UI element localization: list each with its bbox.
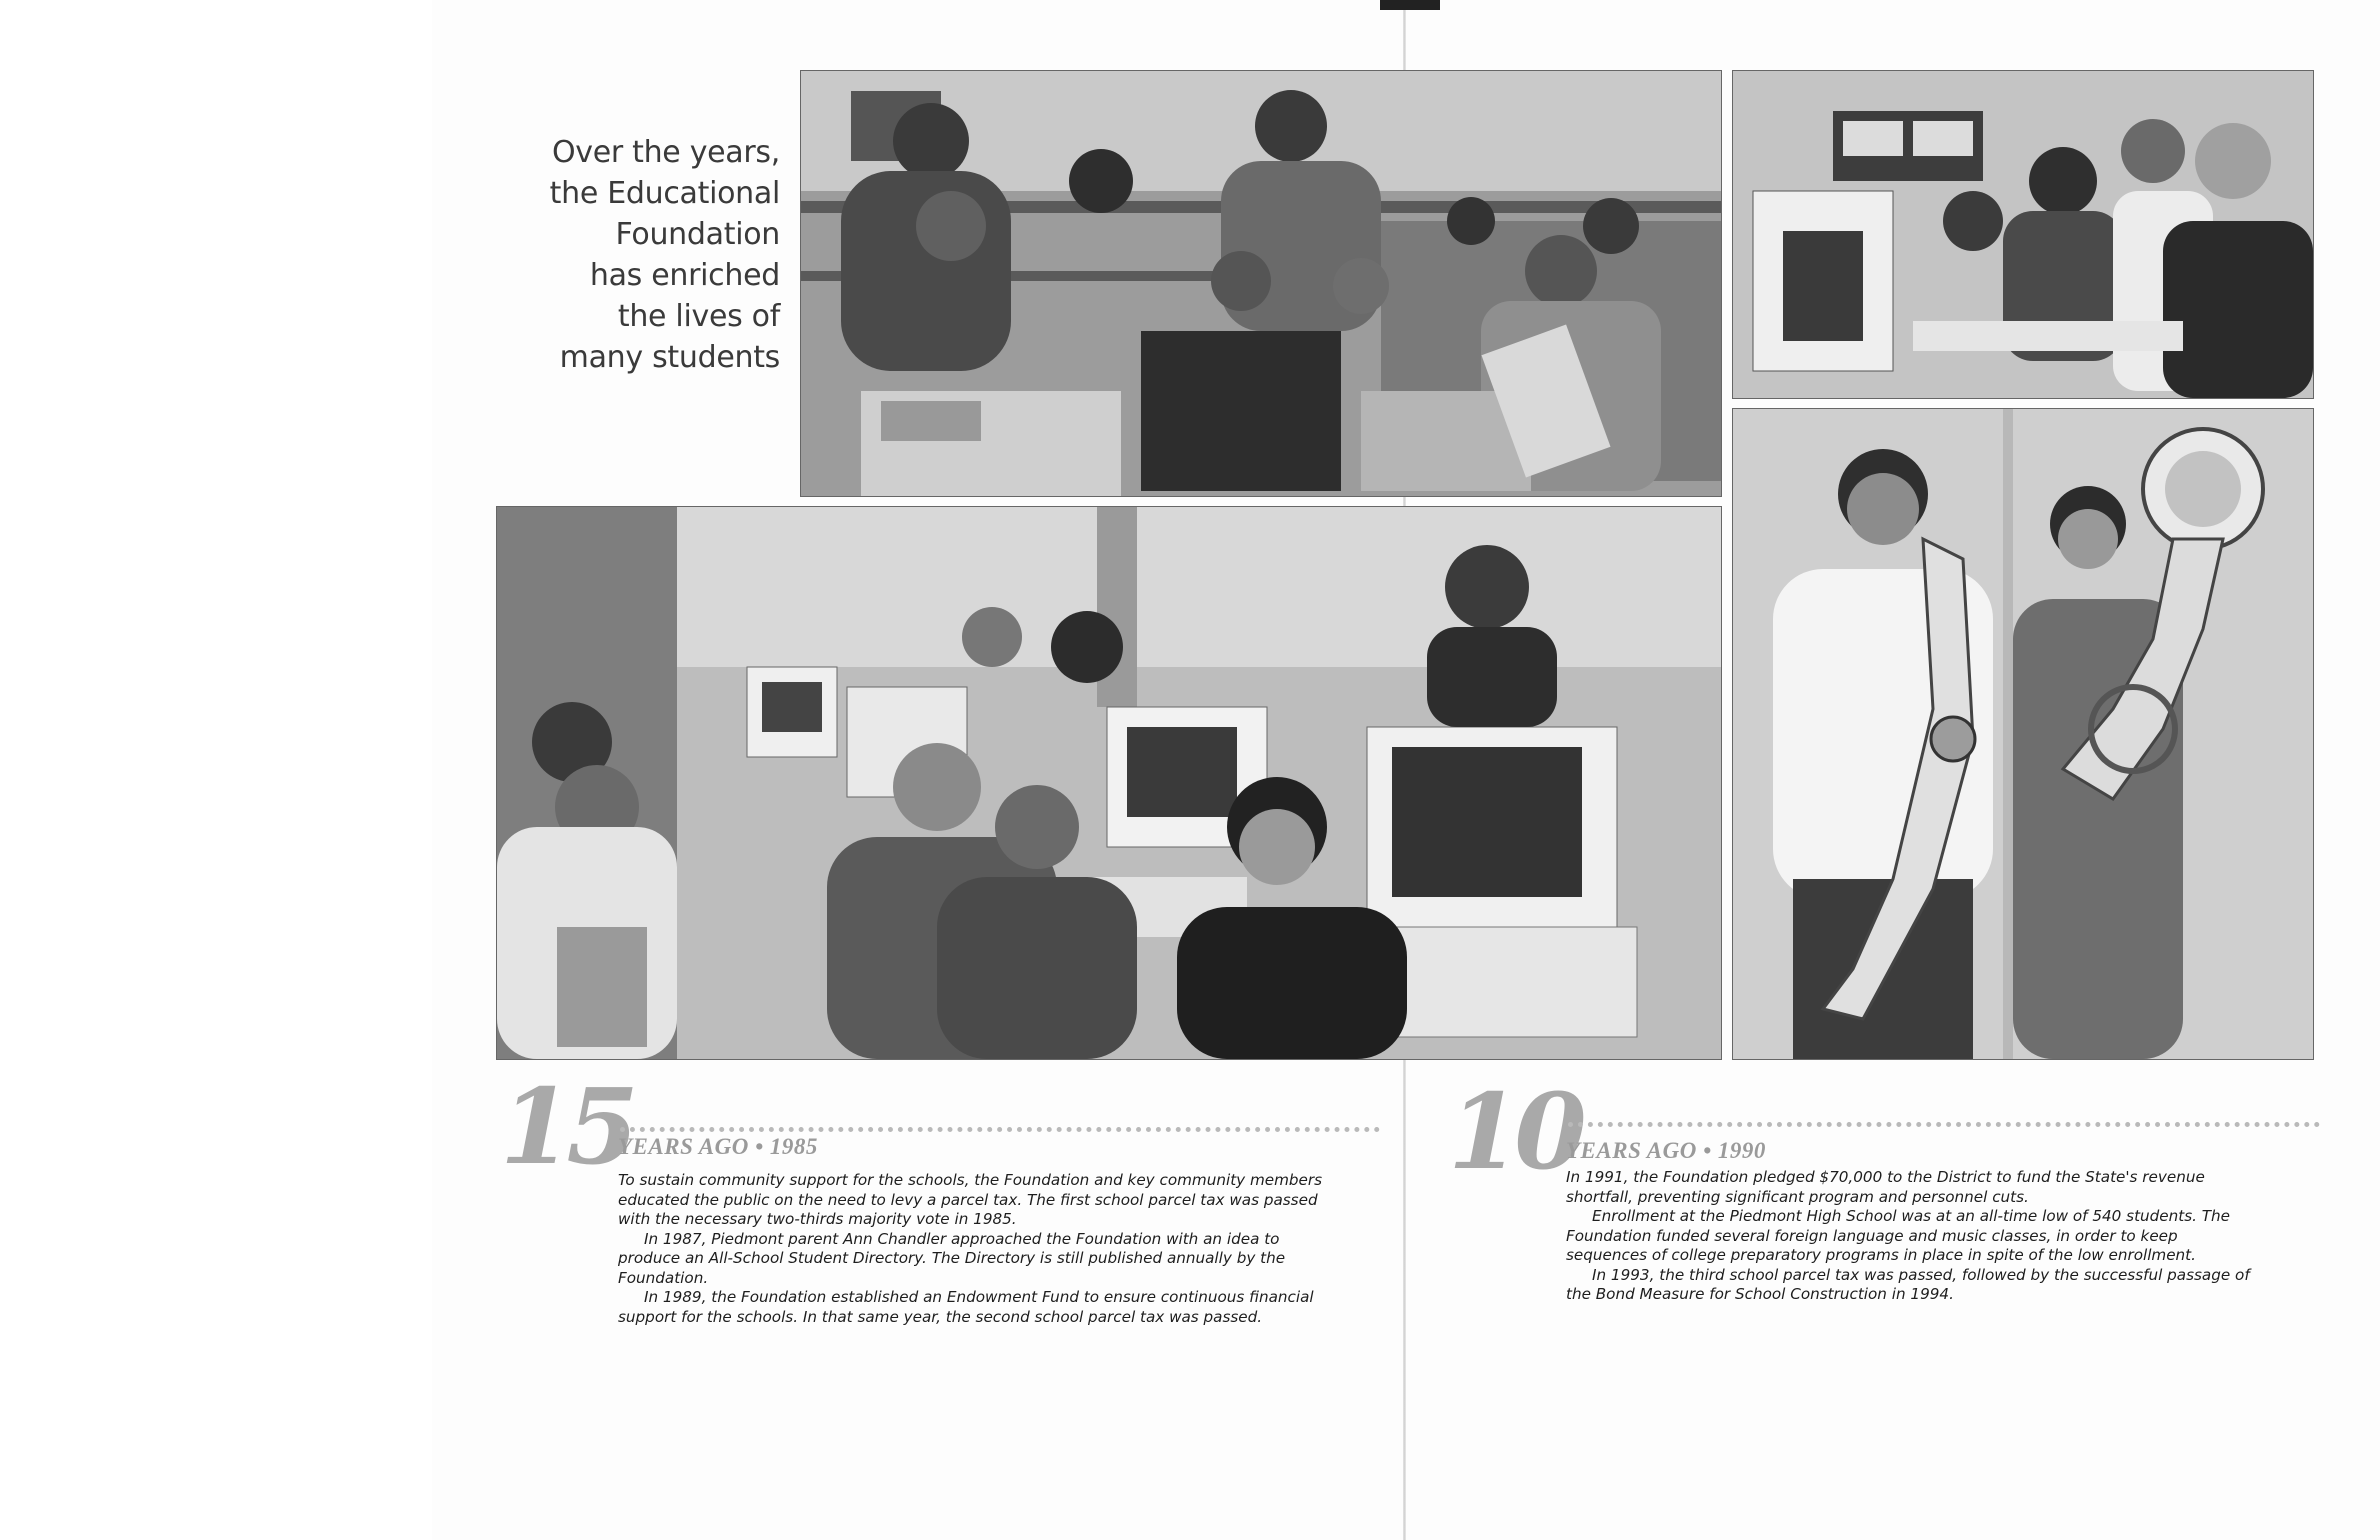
art-class-photo — [1732, 70, 2314, 399]
intro-line: Over the years, — [551, 135, 780, 170]
section-15-body — [618, 1171, 1328, 1327]
section-10-body — [1566, 1168, 2256, 1305]
blank-left-margin — [0, 0, 432, 1540]
intro-line: many students — [559, 340, 780, 375]
section-10-number: 10 — [1448, 1070, 1581, 1193]
section-10-paragraph: Enrollment at the Piedmont High School was at an all-time low of 540 students. The Foundation funded several foreign language and music classes, in order to keep sequences of college preparatory programs in place in spite of the low enrollment. — [1566, 1207, 2231, 1264]
section-15-dotted-rule — [620, 1127, 1380, 1132]
section-10-dotted-rule — [1568, 1122, 2320, 1127]
section-10-paragraph: In 1993, the third school parcel tax was passed, followed by the successful passage of the Bond Measure for School Construction in 1994. — [1566, 1265, 2250, 1303]
intro-text — [520, 132, 780, 378]
section-15-paragraph: In 1987, Piedmont parent Ann Chandler approached the Foundation with an idea to produce an All-School Student Directory. The Directory is still published annually by the Foundation. — [618, 1229, 1286, 1287]
section-10-paragraph: In 1991, the Foundation pledged $70,000 to the District to fund the State's revenue shortfall, preventing significant program and personnel cuts. — [1566, 1168, 2205, 1206]
section-15-paragraph: To sustain community support for the schools, the Foundation and key community members educated the public on the need to levy a parcel tax. The first school parcel tax was passed with the necessary two-thirds majority vote in 1985. — [618, 1171, 1323, 1228]
intro-line: has enriched — [589, 258, 780, 293]
gutter-binding-mark — [1380, 0, 1440, 10]
section-15-heading: YEARS AGO • 1985 — [618, 1134, 818, 1159]
computer-lab-photo — [496, 506, 1722, 1060]
section-10-heading: YEARS AGO • 1990 — [1566, 1138, 1766, 1163]
intro-line: Foundation — [615, 217, 780, 252]
band-instruments-photo — [1732, 408, 2314, 1060]
intro-line: the lives of — [617, 299, 780, 334]
section-15-number: 15 — [500, 1065, 633, 1188]
library-readers-photo — [800, 70, 1722, 497]
intro-line: the Educational — [549, 176, 780, 211]
section-15-paragraph: In 1989, the Foundation established an Endowment Fund to ensure continuous financial support for the schools. In that same year, the second school parcel tax was passed. — [618, 1288, 1314, 1326]
